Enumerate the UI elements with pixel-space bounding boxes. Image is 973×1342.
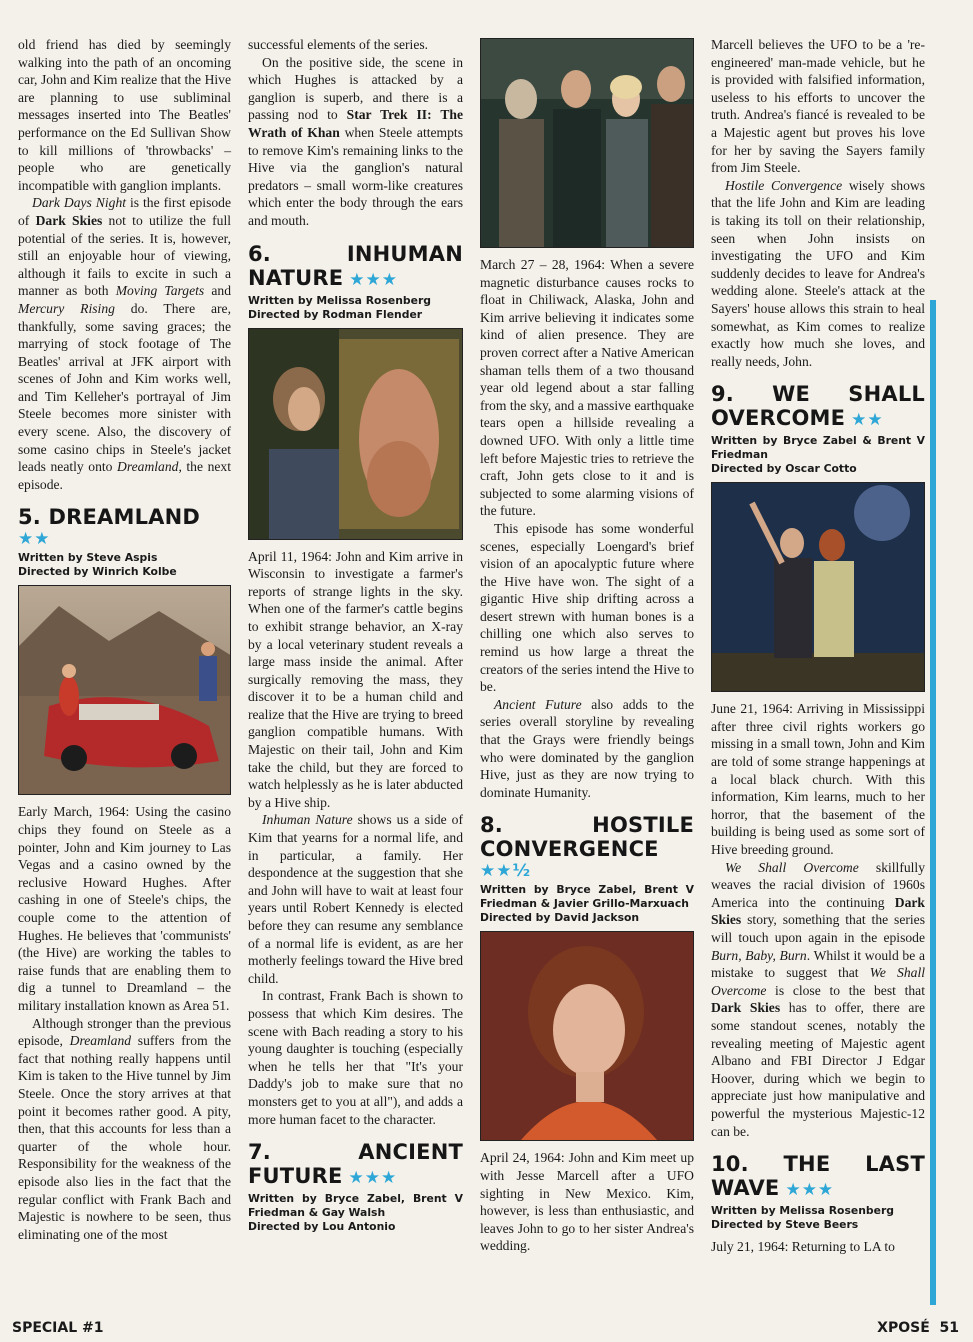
paragraph [248, 811, 463, 987]
italic-title: Moving Targets [115, 283, 205, 299]
we-shall-overcome-photo [711, 482, 925, 692]
page-number: 51 [939, 1320, 959, 1336]
writer-credit: Written by Melissa Rosenberg [248, 293, 431, 307]
text: also adds to the series overall storyline by revealing that the Grays were friendly beings who were dominated by the ganglion Hive, just as they are now trying to dominate Humanity. [480, 696, 694, 800]
brand-name: XPOSÉ [877, 1320, 930, 1336]
director-credit: Directed by Rodman Flender [248, 307, 423, 321]
paragraph: June 21, 1964: Arriving in Mississippi after three civil rights workers go missing in a small town, John and Kim are told of some strange happenings at a local black church. With this information, Kim learns, much to her horror, that the basement of the building is being used as some sort of Hive breeding ground. [711, 701, 925, 858]
episode-5-credits [18, 551, 231, 579]
text: Although stronger than the previous episode, [18, 1015, 231, 1049]
italic-title: Ancient Future [494, 696, 582, 712]
rating-stars: ★★ [851, 410, 884, 431]
paragraph [18, 1015, 231, 1244]
bold-title: Dark Skies [711, 1000, 781, 1016]
column-1 [18, 36, 231, 1243]
paragraph [248, 54, 463, 230]
inhuman-nature-photo [248, 328, 463, 540]
text: . Whilst it would be a mistake to suggest that [711, 947, 925, 981]
episode-6-heading [248, 242, 463, 292]
group-portrait-image [481, 39, 694, 247]
paragraph: March 27 – 28, 1964: When a severe magnetic disturbance causes rocks to float in Chiliwack, Alaska, John and Kim arrive believing it indicates some kind of alien presence. They are proven correct after a Native American shaman tells them of a two thousand year old legend about a star falling from the sky, and a massive earthquake tears open a hillside revealing a downed UFO. With only a little time left before Majestic tries to retrieve the craft, John gets close to it and is subjected to some alarming visions of the future. [480, 257, 694, 519]
paragraph: This episode has some wonderful scenes, especially Loengard's brief vision of an apocalyptic future where the Hive have won. The sight of a gigantic Hive ship drifting across a desert strewn with human bones is a chilling one which also serves to remind us how large a threat the creators of the series intend the Hive to be. [480, 520, 694, 695]
text: do. There are, thankfully, some saving graces; the marrying of stock footage of The Beatles' arrival at JFK airport with scenes of John and Kim works well, and Tim Kelleher's portrayal of Jim Steele becomes more sinister with every scene. Also, the discovery of some casino chips in Steele's jacket leads neatly onto [18, 300, 231, 475]
episode-10-credits [711, 1204, 925, 1232]
italic-title: Mercury Rising [18, 300, 115, 316]
text: has to offer, there are some standout scenes, notably the revealing meeting of Majestic agent Albano and FBI Director J Edgar Hoover, during which we begin to appreciate just how manipulative and powerful the mysterious Majestic-12 can be. [711, 1000, 926, 1139]
italic-title: Dark Days Night [32, 195, 127, 211]
column-3 [480, 36, 694, 1255]
italic-title: Burn, Baby, Burn [711, 947, 807, 963]
paragraph: old friend has died by seemingly walking into the path of an oncoming car, John and Kim realize that the Hive are planning to use subliminal messages inserted into The Beatles' performance on the Ed Sullivan Show to kill millions of 'throwbacks' – people who are genetically incompatible with ganglion implants. [18, 37, 231, 193]
episode-title: 6. INHUMAN NATURE [248, 241, 463, 290]
xray-scene-image [249, 329, 463, 539]
text: On the positive side, the scene in which Hughes is attacked by a ganglion is superb, and there is a passing nod to [248, 54, 463, 123]
rating-stars: ★★½ [480, 861, 532, 882]
paragraph: Marcell believes the UFO to be a 're-engineered' man-made vehicle, but he is provided with falsified information, useless to his efforts to uncover the truth. Andrea's fiancé is revealed to be a Majestic agent but proves his love for her by saving the Sayers family from Jim Steele. [711, 37, 925, 176]
director-credit: Directed by Lou Antonio [248, 1220, 396, 1234]
episode-title: 10. THE LAST WAVE [711, 1152, 925, 1201]
night-sky-couple-image [712, 483, 925, 691]
dreamland-photo [18, 585, 231, 795]
text: is the first episode of [18, 195, 231, 228]
paragraph [711, 177, 925, 371]
episode-7-heading [248, 1140, 463, 1190]
text: wisely shows that the life John and Kim are leading is taking its toll on their relationship, seen when John insists on investigating the UFO and Kim suddenly decides to leave for Andrea's wedding alone. Steele's attack at the Sayers' house allows this strain to heal somewhat, as Kim comes to realize exactly how much she loves, and really needs, John. [711, 177, 925, 369]
text: when Steele attempts to remove Kim's remaining links to the Hive via the ganglion's natural predators – small worm-like creatures which enter the body through the ears and mouth. [248, 124, 463, 228]
writer-credit: Written by Steve Aspis [18, 551, 158, 565]
paragraph: April 11, 1964: John and Kim arrive in Wisconsin to investigate a farmer's reports of strange lights in the sky. When one of the farmer's cattle begins to exhibit strange behavior, an X-ray by a local veterinary student reveals a large mass inside the animal. After surgically removing the mass, they discover it to be a human child and realize that the Hive are trying to breed ganglion compatible humans. With Majestic on their tail, John and Kim take the child, but they are forced to watch helplessly as he is later abducted by a Hive ship. [248, 548, 463, 810]
text: and [204, 283, 232, 299]
episode-title: 7. ANCIENT FUTURE [248, 1140, 463, 1189]
bold-title: Dark Skies [35, 212, 103, 228]
paragraph [711, 859, 925, 1141]
episode-7-credits [248, 1192, 463, 1234]
paragraph [18, 194, 231, 493]
paragraph [480, 696, 694, 802]
accent-rule [930, 300, 936, 1305]
bold-title: Dark Skies [711, 894, 925, 928]
rating-stars: ★★ [18, 529, 51, 550]
writer-credit: Written by Bryce Zabel & Brent V Friedman [711, 434, 925, 462]
ancient-future-photo [480, 38, 694, 248]
text: suffers from the fact that nothing really happens until Kim is taken to the Hive tunnel by Jim Steele. Once the story arrives at that point it becomes rather good. A pity, then, that this accounts for less than a quarter of the whole hour. Responsibility for the weakness of the episode also lies in the fact that the regular conflict with Frank Bach and Majestic is nowhere to be seen, thus eliminating one of the most [18, 1033, 231, 1242]
italic-title: We Shall Overcome [725, 859, 859, 875]
hostile-convergence-photo [480, 931, 694, 1141]
episode-6-credits [248, 294, 463, 322]
text: shows us a side of Kim that yearns for a normal life, and in particular, a family. Her despondence at the suggestion that she and John will have to wait at least four years until Robert Kennedy is elected before they can resume any semblance of a normal life is evident, as are her motherly feelings toward the Hive bred child. [248, 812, 464, 986]
episode-9-credits [711, 434, 925, 476]
paragraph: April 24, 1964: John and Kim meet up with Jesse Marcell after a UFO sighting in New Mexico. Kim, however, is less than enthusiastic, and leaves John to go to her sister Andrea's wedding. [480, 1150, 694, 1254]
text: , the next episode. [18, 459, 231, 492]
episode-title: 5. DREAMLAND [18, 505, 201, 530]
rating-stars: ★★★ [348, 1168, 398, 1189]
episode-title: 9. WE SHALL OVERCOME [711, 382, 925, 431]
episode-9-heading [711, 382, 925, 432]
woman-portrait-image [481, 932, 694, 1140]
italic-title: Hostile Convergence [725, 177, 843, 193]
paragraph: In contrast, Frank Bach is shown to possess that which Kim desires. The scene with Bach reading a story to his young daughter is touching (especially when he tells her that "It's your Daddy's job to make sure that no monsters get to you at all"), and adds a more human facet to the character. [248, 988, 463, 1127]
italic-title: Dreamland [117, 459, 179, 475]
episode-5-heading [18, 505, 231, 549]
episode-8-credits [480, 883, 694, 925]
italic-title: Dreamland [69, 1033, 132, 1049]
car-desert-image [19, 586, 231, 794]
writer-credit: Written by Bryce Zabel, Brent V Friedman & Gay Walsh [248, 1192, 463, 1220]
paragraph: Early March, 1964: Using the casino chips they found on Steele as a pointer, John and Kim journey to Las Vegas and a casino owned by the reclusive Howard Hughes. After cashing in one of Steele's chips, the couple come to the attention of Hughes. He believes that 'communists' (the Hive) are working the tables to raise funds that are enabling them to dig a tunnel to Dreamland – the military installation known as Area 51. [18, 804, 231, 1013]
paragraph: July 21, 1964: Returning to LA to [711, 1239, 895, 1255]
italic-title: We Shall Overcome [711, 965, 926, 998]
director-credit: Directed by Steve Beers [711, 1218, 859, 1232]
paragraph: successful elements of the series. [248, 37, 429, 52]
director-credit: Directed by Winrich Kolbe [18, 565, 177, 579]
footer-issue-label: SPECIAL #1 [12, 1320, 104, 1336]
bold-title: Star Trek II: The Wrath of Khan [248, 107, 463, 140]
episode-title: 8. HOSTILE CONVERGENCE [480, 813, 694, 862]
writer-credit: Written by Melissa Rosenberg [711, 1204, 894, 1218]
writer-credit: Written by Bryce Zabel, Brent V Friedman & Javier Grillo-Marxuach [480, 883, 694, 911]
director-credit: Directed by David Jackson [480, 911, 640, 925]
rating-stars: ★★★ [785, 1180, 835, 1201]
text: skillfully weaves the racial division of 1960s America into the continuing [711, 859, 925, 910]
text: not to utilize the full potential of the series. It is, however, still an enjoyable hour of viewing, although it fails to excite in such a manner as both [18, 212, 231, 299]
text: story, something that the series will touch upon again in the episode [711, 912, 925, 945]
column-2 [248, 36, 463, 1240]
text: is close to the best that [766, 982, 925, 998]
column-4 [711, 36, 925, 1256]
italic-title: Inhuman Nature [262, 812, 353, 828]
episode-8-heading [480, 813, 694, 881]
footer-brand-page [877, 1320, 959, 1336]
episode-10-heading [711, 1152, 925, 1202]
rating-stars: ★★★ [349, 269, 399, 290]
director-credit: Directed by Oscar Cotto [711, 462, 857, 476]
